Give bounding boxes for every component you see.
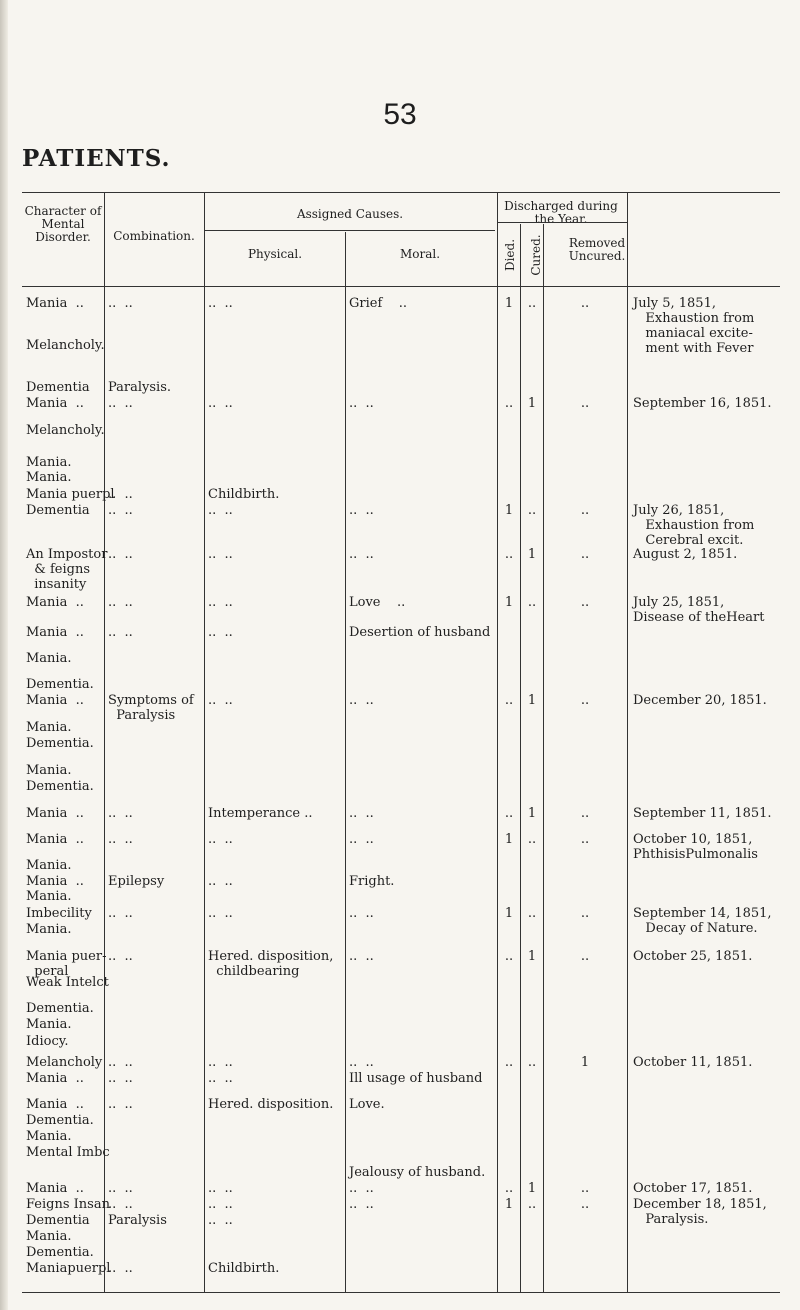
cell-moral: .. ..: [349, 693, 374, 708]
column-rule: [497, 192, 498, 1292]
cell-combination: .. ..: [108, 547, 133, 562]
cell-moral: Love.: [349, 1097, 385, 1112]
cell-physical: .. ..: [208, 625, 233, 640]
cell-died: ..: [504, 396, 514, 411]
header-discharged-rule: [497, 222, 627, 223]
cell-moral: Desertion of husband: [349, 625, 491, 640]
column-rule: [520, 224, 521, 1292]
cell-physical: .. ..: [208, 1197, 233, 1212]
cell-died: 1: [504, 906, 514, 921]
cell-physical: .. ..: [208, 595, 233, 610]
cell-character: Mania ..: [26, 396, 84, 411]
cell-character: Dementia: [26, 1213, 90, 1228]
column-rule: [543, 224, 544, 1292]
cell-removed: ..: [580, 503, 590, 518]
cell-removed: ..: [580, 1181, 590, 1196]
cell-remarks: October 25, 1851.: [633, 949, 753, 964]
cell-remarks: September 16, 1851.: [633, 396, 772, 411]
cell-remarks: October 10, 1851, PhthisisPulmonalis: [633, 832, 758, 862]
cell-physical: .. ..: [208, 693, 233, 708]
cell-combination: .. ..: [108, 949, 133, 964]
cell-moral: .. ..: [349, 806, 374, 821]
header-removed: Removed Uncured.: [568, 236, 626, 263]
cell-cured: 1: [527, 547, 537, 562]
column-rule: [627, 192, 628, 1292]
cell-remarks: August 2, 1851.: [633, 547, 738, 562]
cell-combination: .. ..: [108, 832, 133, 847]
column-rule: [104, 192, 105, 1292]
cell-character: Mania puer- peral: [26, 949, 107, 979]
cell-character: Mania ..: [26, 1181, 84, 1196]
cell-character: Mania.: [26, 889, 72, 904]
cell-character: Mania.: [26, 763, 72, 778]
cell-character: Melancholy.: [26, 423, 105, 438]
cell-character: Dementia: [26, 380, 90, 395]
cell-combination: .. ..: [108, 487, 133, 502]
cell-character: Feigns Insan: [26, 1197, 110, 1212]
cell-physical: Childbirth.: [208, 487, 280, 502]
cell-cured: 1: [527, 693, 537, 708]
cell-character: Dementia.: [26, 677, 94, 692]
cell-character: Mania ..: [26, 1071, 84, 1086]
cell-moral: .. ..: [349, 906, 374, 921]
cell-combination: .. ..: [108, 1261, 133, 1276]
cell-died: ..: [504, 547, 514, 562]
cell-moral: Jealousy of husband.: [349, 1165, 486, 1180]
cell-moral: .. ..: [349, 547, 374, 562]
cell-moral: .. ..: [349, 503, 374, 518]
cell-moral: .. ..: [349, 949, 374, 964]
cell-combination: Paralysis: [108, 1213, 167, 1228]
cell-cured: ..: [527, 503, 537, 518]
cell-character: Mental Imbc: [26, 1145, 110, 1160]
cell-character: Mania.: [26, 470, 72, 485]
cell-character: Mania.: [26, 1017, 72, 1032]
cell-combination: .. ..: [108, 1097, 133, 1112]
cell-character: Mania.: [26, 858, 72, 873]
cell-character: Maniapuerpl: [26, 1261, 111, 1276]
cell-died: ..: [504, 1181, 514, 1196]
cell-removed: ..: [580, 1197, 590, 1212]
cell-character: Dementia.: [26, 736, 94, 751]
header-discharged: Discharged during the Year.: [504, 199, 618, 226]
header-causes-rule: [205, 230, 495, 231]
header-assigned-causes: Assigned Causes.: [296, 207, 404, 221]
cell-character: Mania.: [26, 455, 72, 470]
cell-combination: .. ..: [108, 503, 133, 518]
cell-character: Imbecility: [26, 906, 92, 921]
cell-character: Mania ..: [26, 874, 84, 889]
cell-character: Dementia.: [26, 1113, 94, 1128]
cell-remarks: July 25, 1851, Disease of theHeart: [633, 595, 765, 625]
cell-cured: ..: [527, 296, 537, 311]
cell-physical: Hered. disposition.: [208, 1097, 334, 1112]
cell-moral: .. ..: [349, 1181, 374, 1196]
cell-combination: Paralysis.: [108, 380, 172, 395]
column-rule: [345, 232, 346, 1292]
cell-character: Weak Intelct: [26, 975, 109, 990]
cell-remarks: October 11, 1851.: [633, 1055, 753, 1070]
cell-cured: ..: [527, 1197, 537, 1212]
cell-moral: .. ..: [349, 1055, 374, 1070]
cell-died: ..: [504, 949, 514, 964]
cell-removed: ..: [580, 832, 590, 847]
header-died: Died.: [503, 238, 517, 272]
cell-remarks: July 26, 1851, Exhaustion from Cerebral excit.: [633, 503, 755, 548]
cell-character: Dementia: [26, 503, 90, 518]
cell-combination: .. ..: [108, 1181, 133, 1196]
cell-moral: .. ..: [349, 1197, 374, 1212]
cell-physical: .. ..: [208, 832, 233, 847]
cell-cured: 1: [527, 949, 537, 964]
cell-removed: ..: [580, 906, 590, 921]
cell-remarks: October 17, 1851.: [633, 1181, 753, 1196]
cell-character: Mania ..: [26, 1097, 84, 1112]
cell-character: Mania puerpl: [26, 487, 115, 502]
cell-physical: .. ..: [208, 1055, 233, 1070]
cell-moral: Fright.: [349, 874, 395, 889]
cell-remarks: July 5, 1851, Exhaustion from maniacal excite- ment with Fever: [633, 296, 755, 356]
cell-cured: ..: [527, 832, 537, 847]
header-bottom-rule: [22, 286, 780, 287]
cell-character: Mania ..: [26, 693, 84, 708]
cell-removed: ..: [580, 693, 590, 708]
cell-combination: Symptoms of Paralysis: [108, 693, 194, 723]
cell-died: 1: [504, 832, 514, 847]
cell-cured: ..: [527, 906, 537, 921]
table-bottom-rule: [22, 1292, 780, 1293]
cell-cured: ..: [527, 595, 537, 610]
cell-died: ..: [504, 693, 514, 708]
cell-physical: .. ..: [208, 396, 233, 411]
cell-character: Mania.: [26, 720, 72, 735]
cell-removed: ..: [580, 595, 590, 610]
cell-character: Mania ..: [26, 806, 84, 821]
cell-moral: .. ..: [349, 396, 374, 411]
cell-remarks: December 20, 1851.: [633, 693, 767, 708]
cell-physical: Hered. disposition, childbearing: [208, 949, 334, 979]
header-character: Character of Mental Disorder.: [24, 204, 102, 244]
cell-removed: ..: [580, 396, 590, 411]
cell-removed: ..: [580, 949, 590, 964]
cell-physical: .. ..: [208, 1181, 233, 1196]
cell-character: Melancholy.: [26, 338, 105, 353]
cell-died: ..: [504, 806, 514, 821]
cell-combination: .. ..: [108, 1071, 133, 1086]
cell-character: Mania.: [26, 922, 72, 937]
header-physical: Physical.: [247, 247, 303, 261]
cell-died: 1: [504, 503, 514, 518]
cell-died: 1: [504, 296, 514, 311]
header-cured: Cured.: [529, 234, 543, 276]
cell-character: Dementia.: [26, 1245, 94, 1260]
cell-combination: .. ..: [108, 906, 133, 921]
cell-combination: Epilepsy: [108, 874, 165, 889]
cell-moral: .. ..: [349, 832, 374, 847]
cell-cured: 1: [527, 396, 537, 411]
cell-character: Mania ..: [26, 832, 84, 847]
cell-cured: ..: [527, 1055, 537, 1070]
cell-physical: Intemperance ..: [208, 806, 313, 821]
cell-combination: .. ..: [108, 595, 133, 610]
cell-character: Mania.: [26, 651, 72, 666]
cell-combination: .. ..: [108, 625, 133, 640]
cell-physical: .. ..: [208, 874, 233, 889]
page-binding-edge: [0, 0, 8, 1310]
cell-moral: Ill usage of husband: [349, 1071, 483, 1086]
cell-died: 1: [504, 1197, 514, 1212]
cell-combination: .. ..: [108, 1197, 133, 1212]
cell-remarks: September 11, 1851.: [633, 806, 772, 821]
cell-character: Mania ..: [26, 625, 84, 640]
cell-remarks: September 14, 1851, Decay of Nature.: [633, 906, 772, 936]
cell-character: Melancholy: [26, 1055, 103, 1070]
cell-combination: .. ..: [108, 806, 133, 821]
cell-physical: .. ..: [208, 1213, 233, 1228]
cell-removed: ..: [580, 296, 590, 311]
column-rule: [204, 192, 205, 1292]
cell-cured: 1: [527, 806, 537, 821]
cell-combination: .. ..: [108, 396, 133, 411]
cell-moral: Grief ..: [349, 296, 408, 311]
cell-character: Idiocy.: [26, 1034, 69, 1049]
cell-physical: .. ..: [208, 1071, 233, 1086]
cell-character: An Impostor & feigns insanity: [26, 547, 108, 592]
cell-combination: .. ..: [108, 1055, 133, 1070]
cell-cured: 1: [527, 1181, 537, 1196]
cell-character: Mania.: [26, 1129, 72, 1144]
header-moral: Moral.: [399, 247, 441, 261]
cell-removed: ..: [580, 547, 590, 562]
cell-remarks: December 18, 1851, Paralysis.: [633, 1197, 767, 1227]
cell-physical: .. ..: [208, 547, 233, 562]
cell-combination: .. ..: [108, 296, 133, 311]
cell-died: 1: [504, 595, 514, 610]
page-number: 53: [383, 98, 417, 131]
page-title: PATIENTS.: [22, 145, 171, 172]
cell-physical: .. ..: [208, 906, 233, 921]
cell-removed: ..: [580, 806, 590, 821]
header-combination: Combination.: [113, 229, 195, 243]
cell-character: Mania ..: [26, 595, 84, 610]
cell-removed: 1: [580, 1055, 590, 1070]
cell-character: Dementia.: [26, 779, 94, 794]
cell-physical: Childbirth.: [208, 1261, 280, 1276]
cell-died: ..: [504, 1055, 514, 1070]
cell-character: Mania ..: [26, 296, 84, 311]
table-top-rule: [22, 192, 780, 193]
cell-moral: Love ..: [349, 595, 406, 610]
cell-character: Dementia.: [26, 1001, 94, 1016]
cell-physical: .. ..: [208, 503, 233, 518]
cell-character: Mania.: [26, 1229, 72, 1244]
cell-physical: .. ..: [208, 296, 233, 311]
